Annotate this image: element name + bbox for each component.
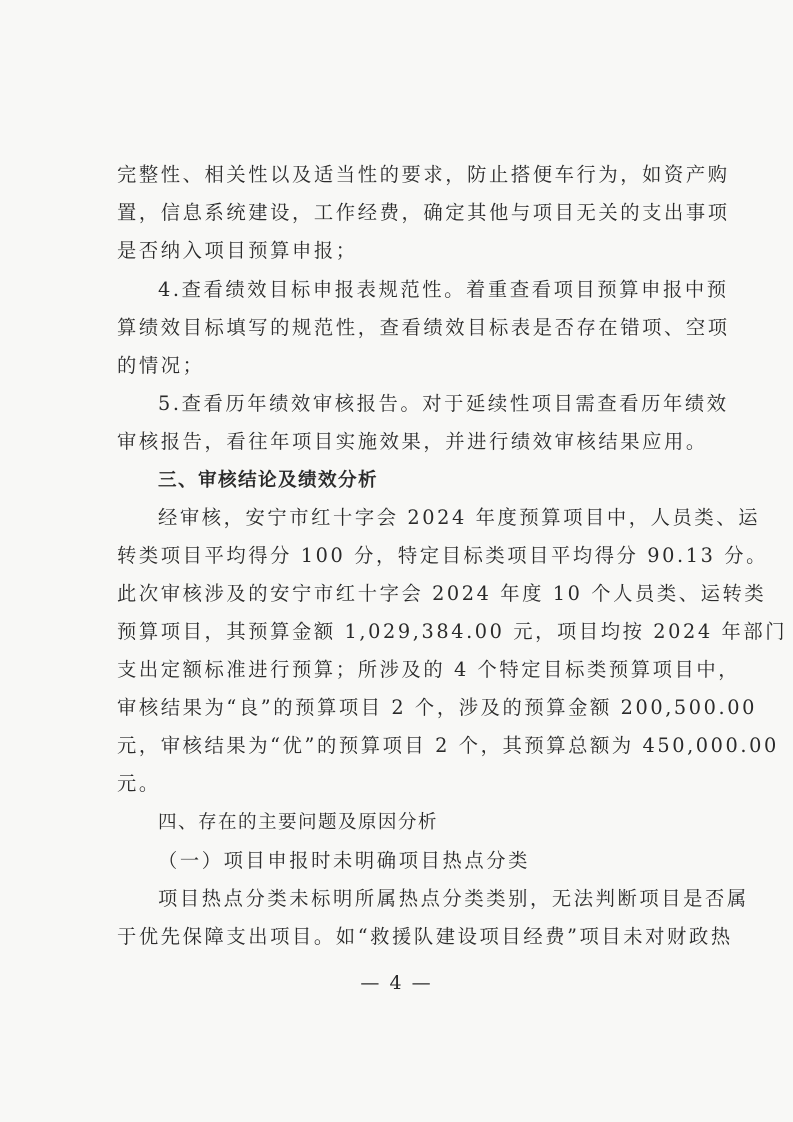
paragraph-line: 经审核，安宁市红十字会 2024 年度预算项目中，人员类、运 xyxy=(158,506,761,529)
paragraph-line: 的情况； xyxy=(117,354,205,377)
paragraph-line: 于优先保障支出项目。如“救援队建设项目经费”项目未对财政热 xyxy=(117,925,733,948)
paragraph-line: 算绩效目标填写的规范性，查看绩效目标表是否存在错项、空项 xyxy=(117,316,730,339)
page-number: — 4 — xyxy=(360,972,433,994)
paragraph-line: 元，审核结果为“优”的预算项目 2 个，其预算总额为 450,000.00 xyxy=(117,734,779,757)
section-heading-3: 三、审核结论及绩效分析 xyxy=(158,470,378,491)
paragraph-line: 5.查看历年绩效审核报告。对于延续性项目需查看历年绩效 xyxy=(158,392,729,415)
section-heading-4: 四、存在的主要问题及原因分析 xyxy=(158,812,438,833)
paragraph-line: 是否纳入项目预算申报； xyxy=(117,239,358,262)
paragraph-line: 审核结果为“良”的预算项目 2 个，涉及的预算金额 200,500.00 xyxy=(117,696,757,719)
paragraph-line: 置，信息系统建设，工作经费，确定其他与项目无关的支出事项 xyxy=(117,201,730,224)
paragraph-line: 转类项目平均得分 100 分，特定目标类项目平均得分 90.13 分。 xyxy=(117,544,768,567)
subsection-heading: （一）项目申报时未明确项目热点分类 xyxy=(158,849,530,872)
paragraph-line: 完整性、相关性以及适当性的要求，防止搭便车行为，如资产购 xyxy=(117,163,730,186)
paragraph-line: 此次审核涉及的安宁市红十字会 2024 年度 10 个人员类、运转类 xyxy=(117,582,767,605)
paragraph-line: 元。 xyxy=(117,772,161,795)
paragraph-line: 审核报告，看往年项目实施效果，并进行绩效审核结果应用。 xyxy=(117,430,708,453)
paragraph-line: 预算项目，其预算金额 1,029,384.00 元，项目均按 2024 年部门 xyxy=(117,620,788,643)
paragraph-line: 项目热点分类未标明所属热点分类类别，无法判断项目是否属 xyxy=(158,887,749,910)
paragraph-line: 4.查看绩效目标申报表规范性。着重查看项目预算申报中预 xyxy=(158,278,729,301)
paragraph-line: 支出定额标准进行预算；所涉及的 4 个特定目标类预算项目中， xyxy=(117,658,741,681)
